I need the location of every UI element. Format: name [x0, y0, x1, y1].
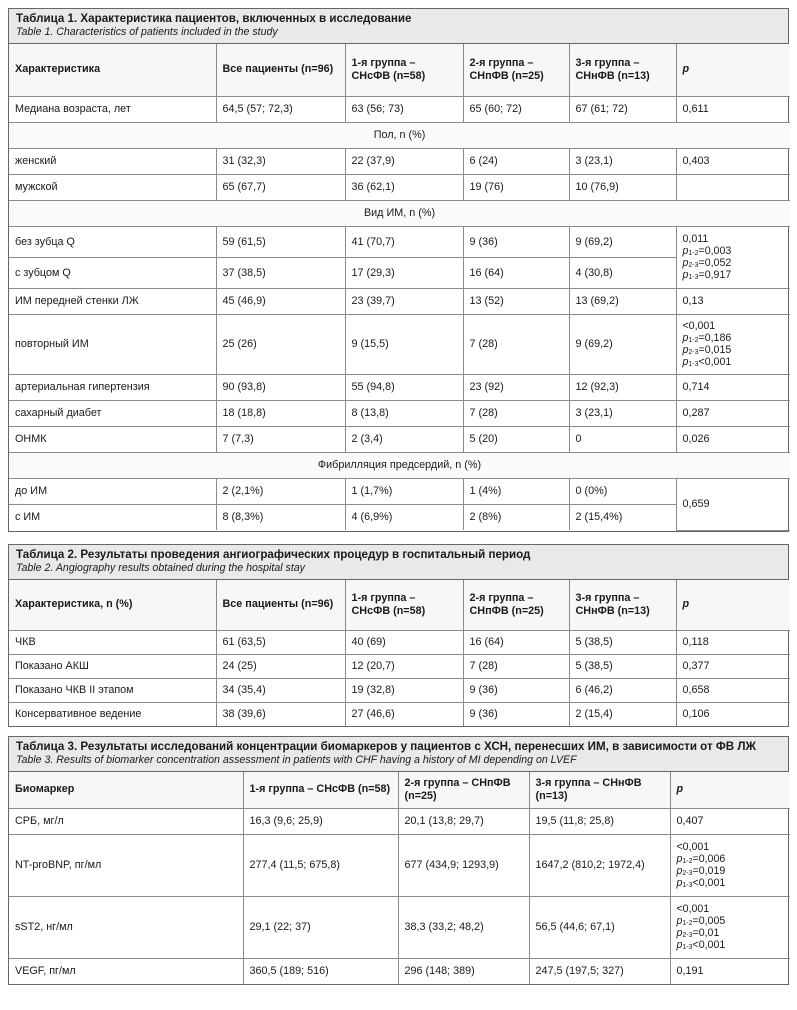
table-cell: 20,1 (13,8; 29,7): [398, 808, 529, 834]
table-cell: ЧКВ: [9, 630, 216, 654]
table-row: [9, 478, 790, 504]
table-cell: Показано АКШ: [9, 654, 216, 678]
p-value: $p_{2-3}=0,01$: [676, 927, 720, 939]
p-value-cell: [676, 226, 790, 288]
table-2-subtitle: Table 2. Angiography results obtained during the hospital stay: [16, 562, 305, 574]
table-cell: без зубца Q: [9, 226, 216, 257]
column-header: Биомаркер: [9, 772, 243, 808]
table-cell: 277,4 (11,5; 675,8): [243, 834, 398, 896]
table-cell: 5 (38,5): [569, 654, 676, 678]
table-cell: ИМ передней стенки ЛЖ: [9, 288, 216, 314]
table-cell: 13 (52): [463, 288, 569, 314]
p-value: $p_{1-3}<0,001$: [676, 877, 726, 889]
table-cell: до ИМ: [9, 478, 216, 504]
table-cell: 2 (2,1%): [216, 478, 345, 504]
column-header: p: [676, 44, 790, 96]
table-cell: 10 (76,9): [569, 174, 676, 200]
table-cell: 0,611: [676, 96, 790, 122]
column-header: 1-я группа – СНсФВ (n=58): [345, 44, 463, 96]
table-cell: мужской: [9, 174, 216, 200]
table-cell: 0,403: [676, 148, 790, 174]
column-header: 1-я группа – СНсФВ (n=58): [243, 772, 398, 808]
table-cell: 8 (13,8): [345, 400, 463, 426]
table-cell: 18 (18,8): [216, 400, 345, 426]
table-row: [9, 314, 790, 374]
table-cell: ОНМК: [9, 426, 216, 452]
table-2-title: Таблица 2. Результаты проведения ангиографических процедур в госпитальный период: [16, 548, 531, 561]
table-cell: 41 (70,7): [345, 226, 463, 257]
table-cell: VEGF, пг/мл: [9, 958, 243, 984]
table-1-grid: [9, 44, 790, 531]
table-2-grid: [9, 580, 790, 726]
p-value: $p_{1-2}=0,006$: [676, 853, 726, 865]
table-2-header: [9, 545, 788, 580]
table-cell: 2 (15,4): [569, 702, 676, 726]
table-cell: 23 (39,7): [345, 288, 463, 314]
p-value: $p_{1-3}<0,001$: [676, 939, 726, 951]
table-row: [9, 174, 790, 200]
table-cell: 9 (36): [463, 678, 569, 702]
table-cell: артериальная гипертензия: [9, 374, 216, 400]
column-header: Характеристика, n (%): [9, 580, 216, 630]
table-cell: 1647,2 (810,2; 1972,4): [529, 834, 670, 896]
column-header: 3-я группа – СНнФВ (n=13): [569, 580, 676, 630]
table-3-header: [9, 737, 788, 772]
table-cell: 40 (69): [345, 630, 463, 654]
table-cell: Медиана возраста, лет: [9, 96, 216, 122]
table-cell: 6 (46,2): [569, 678, 676, 702]
table-cell: 25 (26): [216, 314, 345, 374]
table-cell: 0,026: [676, 426, 790, 452]
p-value: $p_{1-2}=0,005$: [676, 915, 726, 927]
table-cell: 7 (28): [463, 654, 569, 678]
table-cell: 27 (46,6): [345, 702, 463, 726]
p-value: 0,011: [682, 233, 709, 245]
section-row: [9, 452, 790, 478]
p-value: $p_{1-3}<0,001$: [682, 356, 732, 368]
table-cell: 0,118: [676, 630, 790, 654]
table-row: [9, 374, 790, 400]
table-3-subtitle: Table 3. Results of biomarker concentration assessment in patients with CHF having a history of MI depending on LVEF: [16, 754, 577, 766]
table-row: [9, 654, 790, 678]
table-cell: 5 (38,5): [569, 630, 676, 654]
table-cell: [676, 174, 790, 200]
table-cell: sST2, нг/мл: [9, 896, 243, 958]
table-cell: 34 (35,4): [216, 678, 345, 702]
table-cell: 65 (67,7): [216, 174, 345, 200]
table-cell: 8 (8,3%): [216, 504, 345, 530]
table-cell: 31 (32,3): [216, 148, 345, 174]
table-cell: 55 (94,8): [345, 374, 463, 400]
table-cell: 45 (46,9): [216, 288, 345, 314]
table-cell: 24 (25): [216, 654, 345, 678]
table-cell: 17 (29,3): [345, 257, 463, 288]
table-cell: 29,1 (22; 37): [243, 896, 398, 958]
table-cell: 0,407: [670, 808, 790, 834]
table-cell: с зубцом Q: [9, 257, 216, 288]
table-row: [9, 772, 790, 808]
table-row: [9, 580, 790, 630]
table-cell: 5 (20): [463, 426, 569, 452]
table-cell: 19 (32,8): [345, 678, 463, 702]
p-value-cell: [670, 896, 790, 958]
table-cell: 0,714: [676, 374, 790, 400]
table-cell: 9 (69,2): [569, 314, 676, 374]
table-cell: 9 (15,5): [345, 314, 463, 374]
p-value: $p_{2-3}=0,019$: [676, 865, 726, 877]
p-value: $p_{2-3}=0,052$: [682, 257, 732, 269]
column-header: Все пациенты (n=96): [216, 44, 345, 96]
table-cell: 13 (69,2): [569, 288, 676, 314]
table-row: [9, 702, 790, 726]
column-header: p: [670, 772, 790, 808]
table-cell: Показано ЧКВ II этапом: [9, 678, 216, 702]
column-header: 3-я группа – СНнФВ (n=13): [569, 44, 676, 96]
table-cell: 0,106: [676, 702, 790, 726]
table-cell: 12 (92,3): [569, 374, 676, 400]
table-cell: 16 (64): [463, 630, 569, 654]
table-cell: 63 (56; 73): [345, 96, 463, 122]
table-cell: 3 (23,1): [569, 148, 676, 174]
table-cell: СРБ, мг/л: [9, 808, 243, 834]
table-cell: 61 (63,5): [216, 630, 345, 654]
table-row: [9, 148, 790, 174]
table-cell: 1 (1,7%): [345, 478, 463, 504]
p-value: $p_{2-3}=0,015$: [682, 344, 732, 356]
table-3: [8, 736, 789, 985]
table-cell: 360,5 (189; 516): [243, 958, 398, 984]
table-cell: 0,377: [676, 654, 790, 678]
p-value-cell: [676, 314, 790, 374]
table-cell: 0: [569, 426, 676, 452]
table-1-subtitle: Table 1. Characteristics of patients included in the study: [16, 26, 278, 38]
table-cell: 677 (434,9; 1293,9): [398, 834, 529, 896]
table-row: [9, 630, 790, 654]
table-cell: 0,191: [670, 958, 790, 984]
table-cell: 2 (8%): [463, 504, 569, 530]
p-value-cell: 0,659: [676, 478, 790, 530]
table-cell: 7 (28): [463, 400, 569, 426]
table-cell: 0,287: [676, 400, 790, 426]
column-header: 2-я группа – СНпФВ (n=25): [463, 580, 569, 630]
p-value: <0,001: [676, 841, 710, 853]
section-label: Вид ИМ, n (%): [9, 200, 790, 226]
table-row: [9, 504, 790, 530]
table-row: [9, 834, 790, 896]
column-header: 3-я группа – СНнФВ (n=13): [529, 772, 670, 808]
table-cell: женский: [9, 148, 216, 174]
table-cell: 7 (28): [463, 314, 569, 374]
column-header: 2-я группа – СНпФВ (n=25): [463, 44, 569, 96]
table-cell: 23 (92): [463, 374, 569, 400]
table-cell: 16 (64): [463, 257, 569, 288]
section-label: Фибрилляция предсердий, n (%): [9, 452, 790, 478]
table-cell: 0,13: [676, 288, 790, 314]
table-1-title: Таблица 1. Характеристика пациентов, включенных в исследование: [16, 12, 412, 25]
table-cell: 19,5 (11,8; 25,8): [529, 808, 670, 834]
p-value: $p_{1-3}=0,917$: [682, 269, 732, 281]
table-cell: 0 (0%): [569, 478, 676, 504]
table-cell: 9 (36): [463, 226, 569, 257]
table-row: [9, 426, 790, 452]
table-cell: 4 (30,8): [569, 257, 676, 288]
column-header: 1-я группа – СНсФВ (n=58): [345, 580, 463, 630]
table-cell: Консервативное ведение: [9, 702, 216, 726]
table-1-header: [9, 9, 788, 44]
p-value-cell: [670, 834, 790, 896]
column-header: 2-я группа – СНпФВ (n=25): [398, 772, 529, 808]
table-cell: 59 (61,5): [216, 226, 345, 257]
table-cell: 6 (24): [463, 148, 569, 174]
table-cell: сахарный диабет: [9, 400, 216, 426]
table-2: [8, 544, 789, 727]
table-row: [9, 96, 790, 122]
table-cell: повторный ИМ: [9, 314, 216, 374]
table-cell: 2 (15,4%): [569, 504, 676, 530]
table-cell: 296 (148; 389): [398, 958, 529, 984]
p-value: <0,001: [682, 320, 716, 332]
p-value: $p_{1-2}=0,003$: [682, 245, 732, 257]
table-cell: 22 (37,9): [345, 148, 463, 174]
table-cell: 7 (7,3): [216, 426, 345, 452]
table-row: [9, 896, 790, 958]
table-row: [9, 958, 790, 984]
table-3-title: Таблица 3. Результаты исследований концентрации биомаркеров у пациентов с ХСН, перенесших ИМ, в зависимости от ФВ ЛЖ: [16, 740, 756, 753]
table-row: [9, 288, 790, 314]
table-row: [9, 400, 790, 426]
section-row: [9, 200, 790, 226]
p-value: <0,001: [676, 903, 710, 915]
table-cell: 65 (60; 72): [463, 96, 569, 122]
table-cell: 1 (4%): [463, 478, 569, 504]
table-cell: 9 (36): [463, 702, 569, 726]
table-cell: 38,3 (33,2; 48,2): [398, 896, 529, 958]
table-1: [8, 8, 789, 532]
table-cell: 12 (20,7): [345, 654, 463, 678]
table-cell: 4 (6,9%): [345, 504, 463, 530]
table-cell: 67 (61; 72): [569, 96, 676, 122]
column-header: Характеристика: [9, 44, 216, 96]
column-header: Все пациенты (n=96): [216, 580, 345, 630]
table-cell: с ИМ: [9, 504, 216, 530]
table-cell: 247,5 (197,5; 327): [529, 958, 670, 984]
table-cell: 64,5 (57; 72,3): [216, 96, 345, 122]
table-cell: 37 (38,5): [216, 257, 345, 288]
table-cell: 56,5 (44,6; 67,1): [529, 896, 670, 958]
p-value: $p_{1-2}=0,186$: [682, 332, 732, 344]
table-row: [9, 808, 790, 834]
table-row: [9, 678, 790, 702]
table-row: [9, 44, 790, 96]
section-row: [9, 122, 790, 148]
table-row: [9, 257, 790, 288]
table-cell: 19 (76): [463, 174, 569, 200]
table-cell: NT-proBNP, пг/мл: [9, 834, 243, 896]
table-cell: 0,658: [676, 678, 790, 702]
section-label: Пол, n (%): [9, 122, 790, 148]
table-cell: 16,3 (9,6; 25,9): [243, 808, 398, 834]
table-cell: 38 (39,6): [216, 702, 345, 726]
table-cell: 3 (23,1): [569, 400, 676, 426]
column-header: p: [676, 580, 790, 630]
table-cell: 36 (62,1): [345, 174, 463, 200]
table-cell: 90 (93,8): [216, 374, 345, 400]
table-3-grid: [9, 772, 790, 984]
table-cell: 9 (69,2): [569, 226, 676, 257]
table-cell: 2 (3,4): [345, 426, 463, 452]
table-row: [9, 226, 790, 257]
